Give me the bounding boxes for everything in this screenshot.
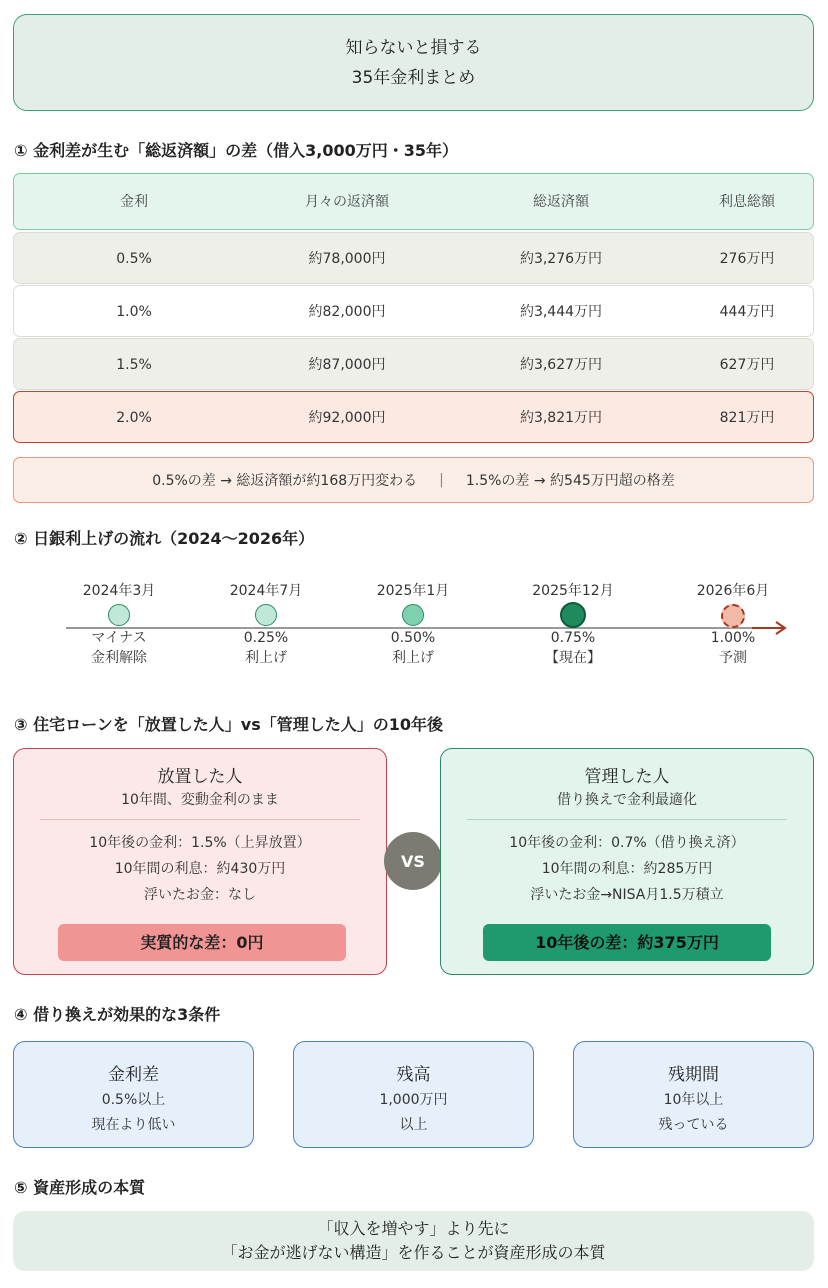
- card-neglected: [13, 748, 387, 975]
- condition-line2: 現在より低い: [91, 1117, 176, 1133]
- condition-line2: 残っている: [658, 1117, 729, 1133]
- note-right: 1.5%の差 → 約545万円超の格差: [465, 473, 675, 489]
- event-line1: 0.25%: [243, 630, 289, 646]
- event-line1: 0.50%: [390, 630, 436, 646]
- card-line: 10年後の金利：0.7%（借り換え済）: [509, 835, 745, 851]
- cell-monthly: 約82,000円: [308, 304, 386, 320]
- card-managed: [440, 748, 814, 975]
- card-line: 10年間の利息：約430万円: [114, 861, 286, 877]
- timeline-dot: [255, 604, 277, 626]
- header-total: 総返済額: [533, 194, 589, 210]
- event-line2: 利上げ: [392, 650, 434, 666]
- condition-line1: 0.5%以上: [101, 1092, 166, 1108]
- cell-monthly: 約87,000円: [308, 357, 386, 373]
- table-row: [13, 285, 814, 337]
- event-line2: 【現在】: [545, 650, 601, 666]
- cell-interest: 276万円: [719, 251, 775, 267]
- section5-heading: ⑤ 資産形成の本質: [14, 1178, 146, 1197]
- card-title: 管理した人: [584, 767, 670, 787]
- event-date: 2025年12月: [532, 583, 614, 599]
- table-row-highlight: [13, 391, 814, 443]
- timeline-event: [343, 580, 483, 668]
- timeline-event-current: [503, 580, 643, 668]
- condition-card: [13, 1041, 254, 1148]
- card-line: 10年後の金利：1.5%（上昇放置）: [89, 835, 311, 851]
- timeline-dot-current: [560, 602, 586, 628]
- header-rate: 金利: [120, 194, 148, 210]
- timeline-dot: [108, 604, 130, 626]
- table-row: [13, 232, 814, 284]
- vs-badge: VS: [384, 832, 442, 890]
- cell-rate: 1.0%: [116, 304, 152, 320]
- title-line1: 知らないと損する: [345, 37, 482, 58]
- cell-interest: 444万円: [719, 304, 775, 320]
- cell-total: 約3,821万円: [519, 410, 603, 426]
- card-badge: 10年後の差：約375万円: [483, 924, 771, 961]
- event-line2: 予測: [719, 650, 747, 666]
- card-line: 浮いたお金：なし: [144, 887, 256, 903]
- card-subtitle: 借り換えで金利最適化: [557, 792, 697, 808]
- conclusion-line2: 「お金が逃げない構造」を作ることが資産形成の本質: [221, 1243, 606, 1262]
- table-header-row: [13, 173, 814, 230]
- timeline-event-forecast: [663, 580, 803, 668]
- card-badge: 実質的な差：0円: [58, 924, 346, 961]
- event-date: 2025年1月: [376, 583, 450, 599]
- cell-total: 約3,276万円: [519, 251, 603, 267]
- note-separator: |: [439, 472, 444, 488]
- event-line1: 0.75%: [550, 630, 596, 646]
- cell-rate: 0.5%: [116, 251, 152, 267]
- cell-rate: 2.0%: [116, 410, 152, 426]
- condition-line1: 10年以上: [663, 1092, 724, 1108]
- card-divider: [467, 819, 787, 820]
- card-divider: [40, 819, 360, 820]
- title-line2: 35年金利まとめ: [351, 67, 476, 88]
- card-line: 10年間の利息：約285万円: [541, 861, 713, 877]
- cell-total: 約3,627万円: [519, 357, 603, 373]
- timeline-dot-forecast: [721, 604, 745, 628]
- card-title: 放置した人: [157, 767, 243, 787]
- header-interest: 利息総額: [719, 194, 775, 210]
- rate-timeline: [0, 580, 828, 690]
- cell-total: 約3,444万円: [519, 304, 603, 320]
- section4-heading: ④ 借り換えが効果的な3条件: [14, 1005, 221, 1024]
- condition-card: [293, 1041, 534, 1148]
- event-line1: マイナス: [91, 630, 147, 646]
- conclusion-box: [13, 1211, 814, 1271]
- condition-line2: 以上: [399, 1117, 428, 1133]
- title-box: [13, 14, 814, 111]
- condition-line1: 1,000万円: [379, 1092, 448, 1108]
- table-row: [13, 338, 814, 390]
- event-date: 2024年3月: [82, 583, 156, 599]
- event-line2: 利上げ: [245, 650, 287, 666]
- condition-title: 金利差: [108, 1065, 159, 1085]
- condition-title: 残高: [396, 1065, 431, 1085]
- section3-heading: ③ 住宅ローンを「放置した人」vs「管理した人」の10年後: [14, 715, 444, 734]
- note-left: 0.5%の差 → 総返済額が約168万円変わる: [152, 473, 418, 489]
- conclusion-line1: 「収入を増やす」より先に: [317, 1219, 510, 1238]
- event-date: 2024年7月: [229, 583, 303, 599]
- cell-interest: 627万円: [719, 357, 775, 373]
- cell-interest: 821万円: [719, 410, 775, 426]
- cell-monthly: 約92,000円: [308, 410, 386, 426]
- header-monthly: 月々の返済額: [305, 194, 389, 210]
- timeline-event: [49, 580, 189, 668]
- event-line1: 1.00%: [710, 630, 756, 646]
- condition-title: 残期間: [668, 1065, 719, 1085]
- condition-card: [573, 1041, 814, 1148]
- event-date: 2026年6月: [696, 583, 770, 599]
- section2-heading: ② 日銀利上げの流れ（2024〜2026年）: [14, 529, 315, 548]
- cell-rate: 1.5%: [116, 357, 152, 373]
- timeline-dot: [402, 604, 424, 626]
- cell-monthly: 約78,000円: [308, 251, 386, 267]
- timeline-event: [196, 580, 336, 668]
- card-subtitle: 10年間、変動金利のまま: [121, 792, 279, 808]
- section1-heading: ① 金利差が生む「総返済額」の差（借入3,000万円・35年）: [14, 141, 458, 160]
- card-line: 浮いたお金→NISA月1.5万積立: [530, 887, 724, 903]
- event-line2: 金利解除: [91, 650, 147, 666]
- difference-note: [13, 457, 814, 503]
